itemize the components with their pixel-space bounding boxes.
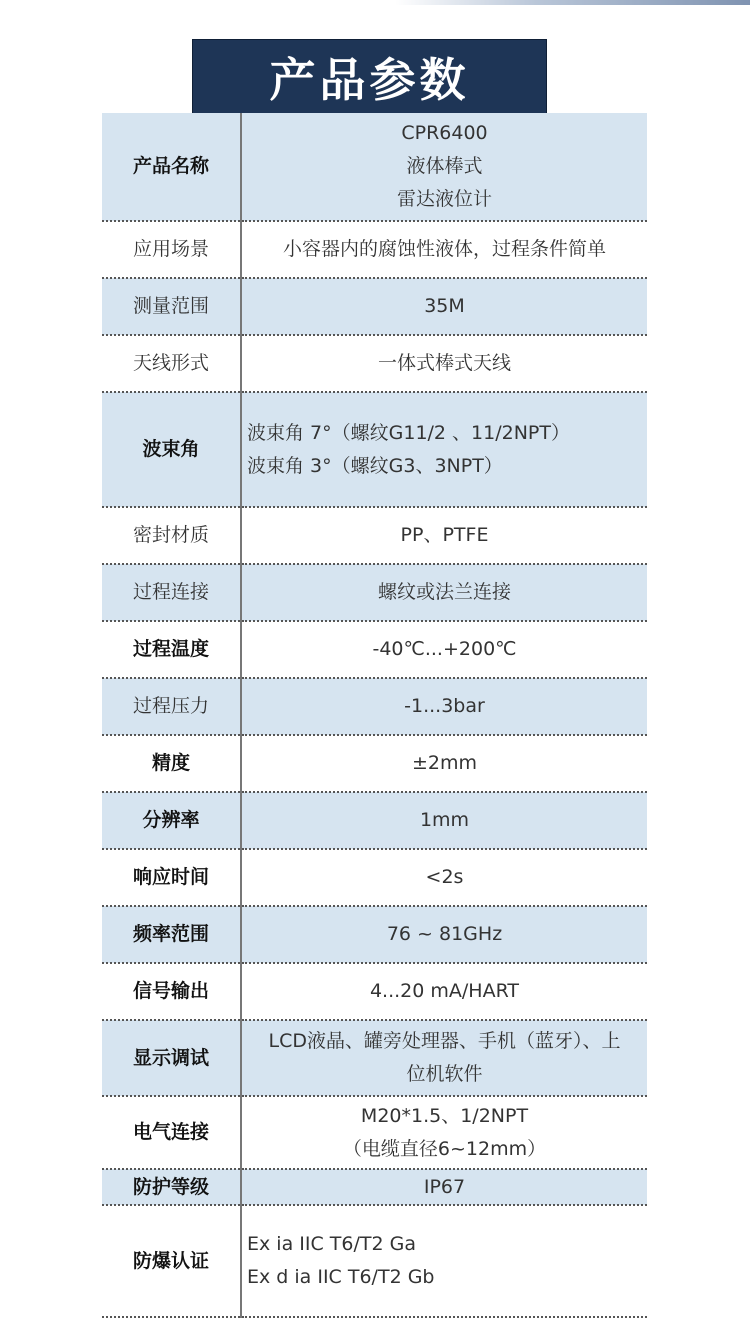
value-line: CPR6400 [401,122,488,144]
value-line: 雷达液位计 [396,188,492,210]
row-label: 过程温度 [102,621,241,678]
value-line: LCD液晶、罐旁处理器、手机（蓝牙）、上 [268,1030,621,1052]
table-row [102,335,647,392]
row-value: 76 ~ 81GHz [241,906,647,963]
table-row [102,678,647,735]
row-label: 波束角 [102,392,241,507]
table-row [102,963,647,1020]
row-label: 电气连接 [102,1096,241,1169]
table-row [102,1205,647,1317]
table-row [102,792,647,849]
value-line: M20*1.5、1/2NPT [360,1104,529,1127]
row-value [241,113,647,221]
table-row [102,221,647,278]
row-value: <2s [241,849,647,906]
row-value: 螺纹或法兰连接 [241,564,647,621]
spec-table [102,113,647,1318]
table-row [102,1096,647,1169]
row-value: 小容器内的腐蚀性液体，过程条件简单 [241,221,647,278]
table-row [102,392,647,507]
row-value: PP、PTFE [241,507,647,564]
row-label: 防护等级 [102,1169,241,1205]
table-row [102,507,647,564]
row-value [241,1205,647,1317]
row-value [241,392,647,507]
value-line: Ex d ia IIC T6/T2 Gb [247,1266,435,1288]
top-decorative-streak [395,0,750,5]
row-label: 测量范围 [102,278,241,335]
value-line: 波束角 7°（螺纹G11/2 、11/2NPT） [247,421,571,444]
value-line: Ex ia IIC T6/T2 Ga [247,1233,416,1255]
row-label: 分辨率 [102,792,241,849]
table-row [102,1169,647,1205]
page-title: 产品参数 [192,39,547,114]
row-value: 35M [241,278,647,335]
row-label: 产品名称 [102,113,241,221]
table-row [102,564,647,621]
row-label: 信号输出 [102,963,241,1020]
table-row [102,849,647,906]
table-row [102,735,647,792]
row-label: 防爆认证 [102,1205,241,1317]
row-value: ±2mm [241,735,647,792]
table-row [102,278,647,335]
value-line: 波束角 3°（螺纹G3、3NPT） [247,454,503,477]
row-value: 1mm [241,792,647,849]
row-value: 一体式棒式天线 [241,335,647,392]
row-value: 4...20 mA/HART [241,963,647,1020]
value-line: （电缆直径6~12mm） [342,1137,547,1160]
row-label: 密封材质 [102,507,241,564]
row-value: -40℃...+200℃ [241,621,647,678]
row-value [241,1020,647,1096]
value-line: 液体棒式 [406,155,483,177]
row-label: 响应时间 [102,849,241,906]
row-label: 频率范围 [102,906,241,963]
row-value: -1...3bar [241,678,647,735]
row-label: 显示调试 [102,1020,241,1096]
value-line: 位机软件 [406,1063,483,1085]
row-label: 精度 [102,735,241,792]
row-label: 天线形式 [102,335,241,392]
table-row [102,621,647,678]
table-row [102,1020,647,1096]
row-value [241,1096,647,1169]
row-label: 应用场景 [102,221,241,278]
table-row [102,113,647,221]
row-value: IP67 [241,1169,647,1205]
table-row [102,906,647,963]
row-label: 过程压力 [102,678,241,735]
row-label: 过程连接 [102,564,241,621]
